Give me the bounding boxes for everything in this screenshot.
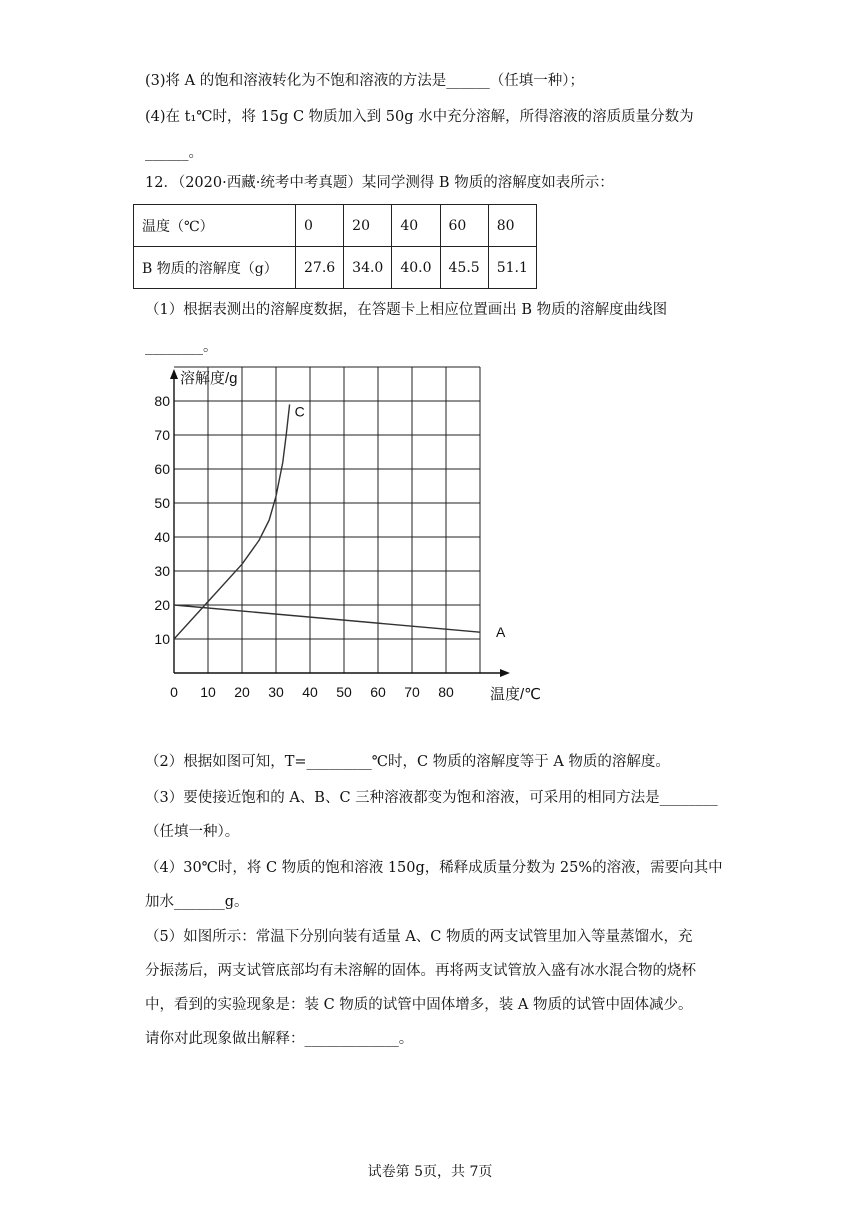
table-cell: 20 — [344, 205, 392, 247]
x-tick-label: 30 — [268, 684, 284, 700]
x-tick-label: 60 — [370, 684, 386, 700]
chart-labels — [154, 369, 541, 703]
part-1-line-1: （1）根据表测出的溶解度数据，在答题卡上相应位置画出 B 物质的溶解度曲线图 — [145, 302, 668, 318]
table-cell: 27.6 — [296, 247, 344, 289]
solubility-table — [133, 204, 537, 289]
x-tick-label: 10 — [200, 684, 216, 700]
y-tick-label: 70 — [154, 427, 170, 443]
question-4-line-2: ______。 — [145, 145, 203, 161]
x-axis-label: 温度/℃ — [490, 686, 542, 703]
x-axis-arrow-icon — [500, 669, 510, 677]
table-cell: 80 — [488, 205, 536, 247]
part-3-line-1: （3）要使接近饱和的 A、B、C 三种溶液都变为饱和溶液，可采用的相同方法是________ — [145, 790, 718, 806]
y-tick-label: 10 — [154, 631, 170, 647]
table-cell: 40 — [392, 205, 440, 247]
y-axis-label: 溶解度/g — [180, 370, 238, 387]
series-label-a: A — [496, 624, 506, 641]
x-tick-label: 80 — [438, 684, 454, 700]
table-row — [134, 205, 537, 247]
table-cell: 60 — [440, 205, 488, 247]
part-5-line-3: 中，看到的实验现象是：装 C 物质的试管中固体增多，装 A 物质的试管中固体减少。 — [145, 997, 693, 1013]
question-12-title: 12．（2020·西藏·统考中考真题）某同学测得 B 物质的溶解度如表所示： — [145, 175, 614, 191]
part-5-line-1: （5）如图所示：常温下分别向装有适量 A、C 物质的两支试管里加入等量蒸馏水，充 — [145, 929, 693, 945]
series-line-a — [174, 605, 480, 632]
part-4-line-1: （4）30℃时，将 C 物质的饱和溶液 150g，稀释成质量分数为 25%的溶液，需要向其中 — [145, 860, 723, 876]
y-tick-label: 30 — [154, 563, 170, 579]
solubility-chart — [150, 365, 542, 740]
y-tick-label: 80 — [154, 393, 170, 409]
chart-grid — [174, 367, 480, 673]
part-3-line-2: （任填一种）。 — [145, 824, 240, 840]
table-cell: 51.1 — [488, 247, 536, 289]
table-cell: 34.0 — [344, 247, 392, 289]
table-cell: 45.5 — [440, 247, 488, 289]
part-5-line-4: 请你对此现象做出解释：_____________。 — [145, 1031, 414, 1047]
x-tick-label: 20 — [234, 684, 250, 700]
x-tick-label: 40 — [302, 684, 318, 700]
chart-series — [174, 404, 480, 639]
table-row-label: 温度（℃） — [134, 205, 296, 247]
y-axis-arrow-icon — [170, 369, 178, 379]
part-1-line-2: ________。 — [145, 339, 218, 355]
series-line-c — [174, 404, 290, 639]
y-tick-label: 60 — [154, 461, 170, 477]
page-footer: 试卷第 5页，共 7页 — [367, 1164, 493, 1180]
question-4-line-1: (4)在 t₁℃时，将 15g C 物质加入到 50g 水中充分溶解，所得溶液的溶质质量分数为 — [145, 109, 694, 125]
part-4-line-2: 加水_______g。 — [145, 894, 249, 910]
part-2: （2）根据如图可知，T=_________℃时，C 物质的溶解度等于 A 物质的溶解度。 — [145, 754, 670, 770]
table-row — [134, 247, 537, 289]
x-tick-label: 0 — [170, 684, 178, 700]
table-cell: 40.0 — [392, 247, 440, 289]
question-3: (3)将 A 的饱和溶液转化为不饱和溶液的方法是______（任填一种）； — [145, 73, 584, 89]
part-5-line-2: 分振荡后，两支试管底部均有未溶解的固体。再将两支试管放入盛有冰水混合物的烧杯 — [145, 963, 696, 979]
y-tick-label: 40 — [154, 529, 170, 545]
series-label-c: C — [294, 403, 305, 420]
y-tick-label: 20 — [154, 597, 170, 613]
x-tick-label: 70 — [404, 684, 420, 700]
y-tick-label: 50 — [154, 495, 170, 511]
x-tick-label: 50 — [336, 684, 352, 700]
table-row-label: B 物质的溶解度（g） — [134, 247, 296, 289]
table-cell: 0 — [296, 205, 344, 247]
